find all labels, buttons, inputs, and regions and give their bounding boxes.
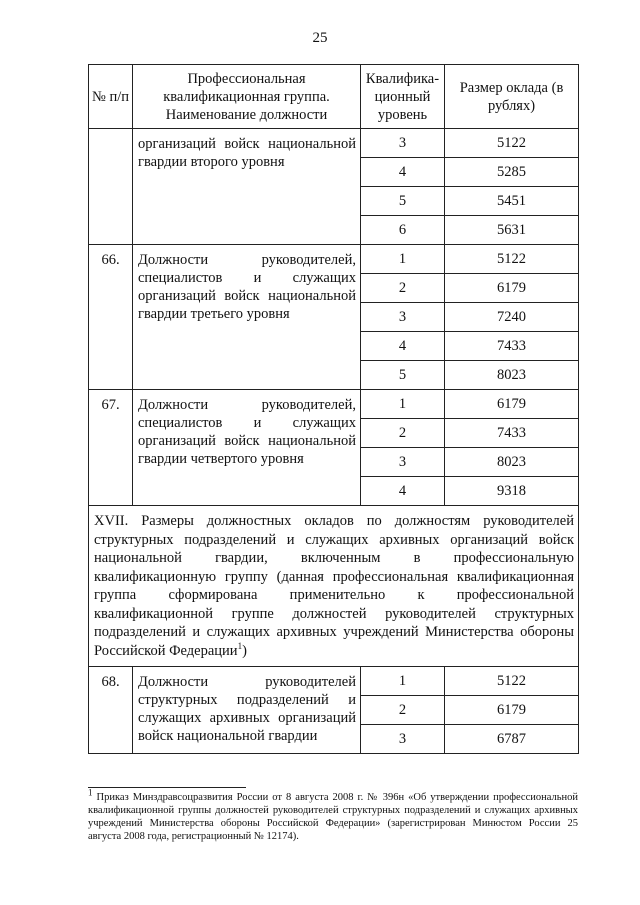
level-cell: 1 — [361, 667, 445, 696]
salary-table — [88, 64, 579, 754]
footnote-divider — [88, 787, 246, 788]
salary-cell: 9318 — [445, 477, 579, 506]
footnote — [88, 787, 578, 843]
level-cell: 4 — [361, 332, 445, 361]
salary-cell: 5122 — [445, 245, 579, 274]
level-cell: 2 — [361, 696, 445, 725]
row-num: 66. — [89, 245, 133, 390]
salary-cell: 7433 — [445, 332, 579, 361]
level-cell: 5 — [361, 187, 445, 216]
footnote-mark: 1 — [88, 787, 93, 798]
group-name: организаций войск национальной гвардии второго уровня — [133, 129, 361, 245]
page-number: 25 — [312, 30, 328, 46]
group-name: Должности руководителей, специалистов и служащих организаций войск национальной гвардии четвертого уровня — [133, 390, 361, 506]
salary-cell: 8023 — [445, 448, 579, 477]
level-cell: 4 — [361, 158, 445, 187]
section-text-end: ) — [242, 642, 247, 659]
salary-cell: 5285 — [445, 158, 579, 187]
level-cell: 3 — [361, 725, 445, 754]
header-salary: Размер оклада (в рублях) — [445, 65, 579, 129]
group-name: Должности руководителей, специалистов и служащих организаций войск национальной гвардии третьего уровня — [133, 245, 361, 390]
group-name: Должности руководителей структурных подразделений и служащих архивных организаций войск национальной гвардии — [133, 667, 361, 754]
level-cell: 3 — [361, 303, 445, 332]
level-cell: 3 — [361, 448, 445, 477]
header-num: № п/п — [89, 65, 133, 129]
level-cell: 3 — [361, 129, 445, 158]
level-cell: 2 — [361, 274, 445, 303]
table-row — [89, 245, 579, 274]
level-cell: 1 — [361, 390, 445, 419]
table-row — [89, 667, 579, 696]
salary-cell: 7240 — [445, 303, 579, 332]
row-num-empty — [89, 129, 133, 245]
footnote-text: Приказ Минздравсоцразвития России от 8 августа 2008 г. № 396н «Об утверждении профессиональной квалификационной группы должностей руководителей структурных подразделений и служащих архивных учреждений Министерства обороны Российской Федерации» (зарегистрирован Минюстом России 25 августа 2008 года, регистрационный № 12174). — [88, 792, 578, 842]
header-level: Квалифика-ционный уровень — [361, 65, 445, 129]
section-row — [89, 506, 579, 667]
salary-cell: 6179 — [445, 696, 579, 725]
salary-cell: 8023 — [445, 361, 579, 390]
salary-cell: 5122 — [445, 667, 579, 696]
salary-cell: 7433 — [445, 419, 579, 448]
table-row — [89, 390, 579, 419]
header-name: Профессиональная квалификационная группа. Наименование должности — [133, 65, 361, 129]
row-num: 67. — [89, 390, 133, 506]
section-heading — [89, 506, 579, 667]
footnote-ref[interactable]: 1 — [237, 640, 243, 651]
table-header-row — [89, 65, 579, 129]
level-cell: 4 — [361, 477, 445, 506]
row-num: 68. — [89, 667, 133, 754]
level-cell: 5 — [361, 361, 445, 390]
level-cell: 1 — [361, 245, 445, 274]
salary-cell: 5631 — [445, 216, 579, 245]
level-cell: 6 — [361, 216, 445, 245]
salary-cell: 6179 — [445, 390, 579, 419]
table-row — [89, 129, 579, 158]
level-cell: 2 — [361, 419, 445, 448]
salary-cell: 6787 — [445, 725, 579, 754]
salary-cell: 5451 — [445, 187, 579, 216]
section-text: XVII. Размеры должностных окладов по должностям руководителей структурных подразделений и служащих архивных организаций войск национальной гвардии, включенным в профессиональную квалификационную группу (данная профессиональная квалификационная группа сформирована применительно к профессиональной квалификационной группе должностей руководителей структурных подразделений и служащих архивных учреждений Министерства обороны Российской Федерации — [94, 513, 574, 659]
salary-cell: 5122 — [445, 129, 579, 158]
salary-cell: 6179 — [445, 274, 579, 303]
